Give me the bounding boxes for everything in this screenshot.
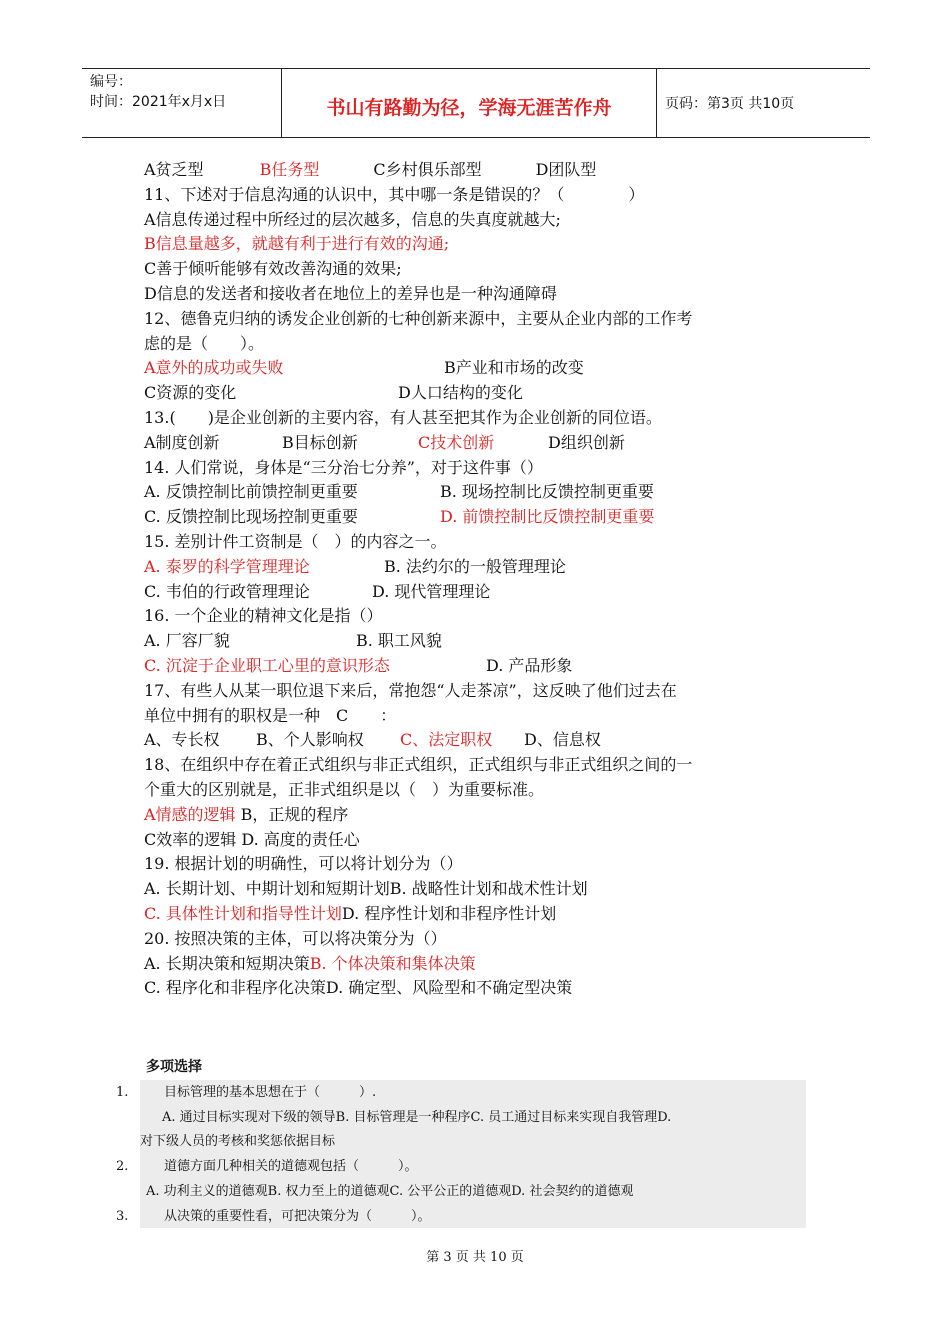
q15-option-a: A. 泰罗的科学管理理论: [144, 556, 310, 576]
mc3-stem: 从决策的重要性看，可把决策分为（ ）。: [164, 1209, 431, 1224]
q18-option-b: B，正规的程序: [235, 804, 349, 824]
mc3-number: 3.: [116, 1209, 129, 1224]
q13-option-d: D组织创新: [548, 432, 625, 452]
q18-options-ab: [144, 803, 824, 828]
header-meta: [82, 69, 282, 137]
q14-options-cd: [144, 505, 824, 530]
q15-option-b: B. 法约尔的一般管理理论: [384, 556, 566, 576]
q16-option-a: A. 厂容厂貌: [144, 631, 230, 651]
q15-option-c: C. 韦伯的行政管理理论: [144, 581, 310, 601]
mc1-options-line1: A. 通过目标实现对下级的领导B. 目标管理是一种程序C. 员工通过目标来实现自我管理D.: [162, 1110, 672, 1125]
q20-options-ab: [144, 952, 824, 977]
q15-options-ab: [144, 555, 824, 580]
q16-options-ab: [144, 629, 824, 654]
q16-stem: 16. 一个企业的精神文化是指（）: [144, 606, 383, 626]
mc1-stem: 目标管理的基本思想在于（ ）.: [164, 1085, 377, 1100]
q19-option-c: C. 具体性计划和指导性计划: [144, 903, 342, 923]
q14-option-b: B. 现场控制比反馈控制更重要: [440, 482, 654, 502]
q17-option-d: D、信息权: [524, 730, 601, 750]
q11-option-d: D信息的发送者和接收者在地位上的差异也是一种沟通障碍: [144, 283, 557, 303]
page-footer: 第 3 页 共 10 页: [426, 1250, 524, 1265]
q14-stem: 14. 人们常说，身体是“三分治七分养”，对于这件事（）: [144, 457, 543, 477]
q18-option-a: A情感的逻辑: [144, 804, 236, 824]
q12-options-cd: [144, 381, 824, 406]
q14-options-ab: [144, 480, 824, 505]
q18-options-cd: C效率的逻辑 D. 高度的责任心: [144, 829, 360, 849]
q16-option-d: D. 产品形象: [486, 655, 573, 675]
q17-stem-line1: 17、有些人从某一职位退下来后，常抱怨“人走茶凉”，这反映了他们过去在: [144, 680, 677, 700]
q15-stem: 15. 差别计件工资制是（ ）的内容之一。: [144, 531, 447, 551]
q17-option-c: C、法定职权: [400, 730, 493, 750]
q12-options-ab: [144, 356, 824, 381]
q15-option-d: D. 现代管理理论: [372, 581, 491, 601]
header-motto: 书山有路勤为径，学海无涯苦作舟: [282, 69, 657, 137]
q20-option-a: A. 长期决策和短期决策: [144, 953, 310, 973]
header-date: 时间：2021年x月x日: [90, 94, 227, 110]
q11-option-a: A信息传递过程中所经过的层次越多，信息的失真度就越大;: [144, 209, 561, 229]
q12-option-d: D人口结构的变化: [398, 383, 523, 403]
header-number: 编号：: [90, 74, 132, 90]
q13-option-a: A制度创新: [144, 432, 220, 452]
q16-option-b: B. 职工风貌: [356, 631, 442, 651]
q17-option-a: A、专长权: [144, 730, 220, 750]
q17-option-b: B、个人影响权: [256, 730, 364, 750]
q20-options-cd: C. 程序化和非程序化决策D. 确定型、风险型和不确定型决策: [144, 978, 573, 998]
q12-option-c: C资源的变化: [144, 383, 237, 403]
q12-stem-line1: 12、德鲁克归纳的诱发企业创新的七种创新来源中，主要从企业内部的工作考: [144, 308, 693, 328]
q13-stem: 13.( )是企业创新的主要内容，有人甚至把其作为企业创新的同位语。: [144, 407, 662, 427]
q18-stem-line1: 18、在组织中存在着正式组织与非正式组织，正式组织与非正式组织之间的一: [144, 755, 693, 775]
q14-option-d: D. 前馈控制比反馈控制更重要: [440, 507, 655, 527]
q10-option-a: A贫乏型: [144, 160, 204, 179]
q10-option-d: D团队型: [535, 160, 597, 179]
mc2-stem: 道德方面几种相关的道德观包括（ ）。: [164, 1159, 418, 1174]
q16-options-cd: [144, 654, 824, 679]
q12-option-b: B产业和市场的改变: [444, 358, 584, 378]
multi-choice-title: 多项选择: [146, 1059, 202, 1075]
q20-option-b: B. 个体决策和集体决策: [309, 953, 476, 973]
header-page-number: 页码：第3页 共10页: [665, 96, 795, 112]
q18-stem-line2: 个重大的区别就是，正非式组织是以（ ）为重要标准。: [144, 779, 545, 799]
q10-options: [144, 158, 824, 183]
q11-option-b: B信息量越多，就越有利于进行有效的沟通;: [144, 234, 450, 254]
q11-option-c: C善于倾听能够有效改善沟通的效果;: [144, 259, 402, 279]
q14-option-a: A. 反馈控制比前馈控制更重要: [144, 482, 358, 502]
q19-options-ab: A. 长期计划、中期计划和短期计划B. 战略性计划和战术性计划: [144, 879, 588, 899]
q13-option-b: B目标创新: [282, 432, 358, 452]
q10-option-c: C乡村俱乐部型: [373, 160, 482, 179]
q19-option-d: D. 程序性计划和非程序性计划: [341, 903, 557, 923]
mc2-options: A. 功利主义的道德观B. 权力至上的道德观C. 公平公正的道德观D. 社会契约的道德观: [146, 1184, 634, 1199]
q15-options-cd: [144, 580, 824, 605]
q17-stem-line2: 单位中拥有的职权是一种 C ：: [144, 705, 397, 725]
q19-stem: 19. 根据计划的明确性，可以将计划分为（）: [144, 854, 463, 874]
q16-option-c: C. 沉淀于企业职工心里的意识形态: [144, 655, 390, 675]
q12-stem-line2: 虑的是（ ）。: [144, 333, 265, 353]
q13-option-c: C技术创新: [418, 432, 495, 452]
q20-stem: 20. 按照决策的主体，可以将决策分为（）: [144, 928, 447, 948]
q11-stem: 11、下述对于信息沟通的认识中，其中哪一条是错误的？（ ）: [144, 184, 645, 204]
q13-options: [144, 431, 824, 456]
mc1-number: 1.: [116, 1085, 129, 1100]
q10-option-b: B任务型: [259, 160, 320, 179]
page-header: [82, 68, 870, 138]
q19-options-cd: [144, 902, 824, 927]
q14-option-c: C. 反馈控制比现场控制更重要: [144, 507, 358, 527]
mc1-options-line2: 对下级人员的考核和奖惩依据目标: [140, 1134, 336, 1149]
q17-options: [144, 728, 824, 753]
q12-option-a: A意外的成功或失败: [144, 358, 284, 378]
mc2-number: 2.: [116, 1159, 129, 1174]
question-list: [144, 158, 824, 1001]
